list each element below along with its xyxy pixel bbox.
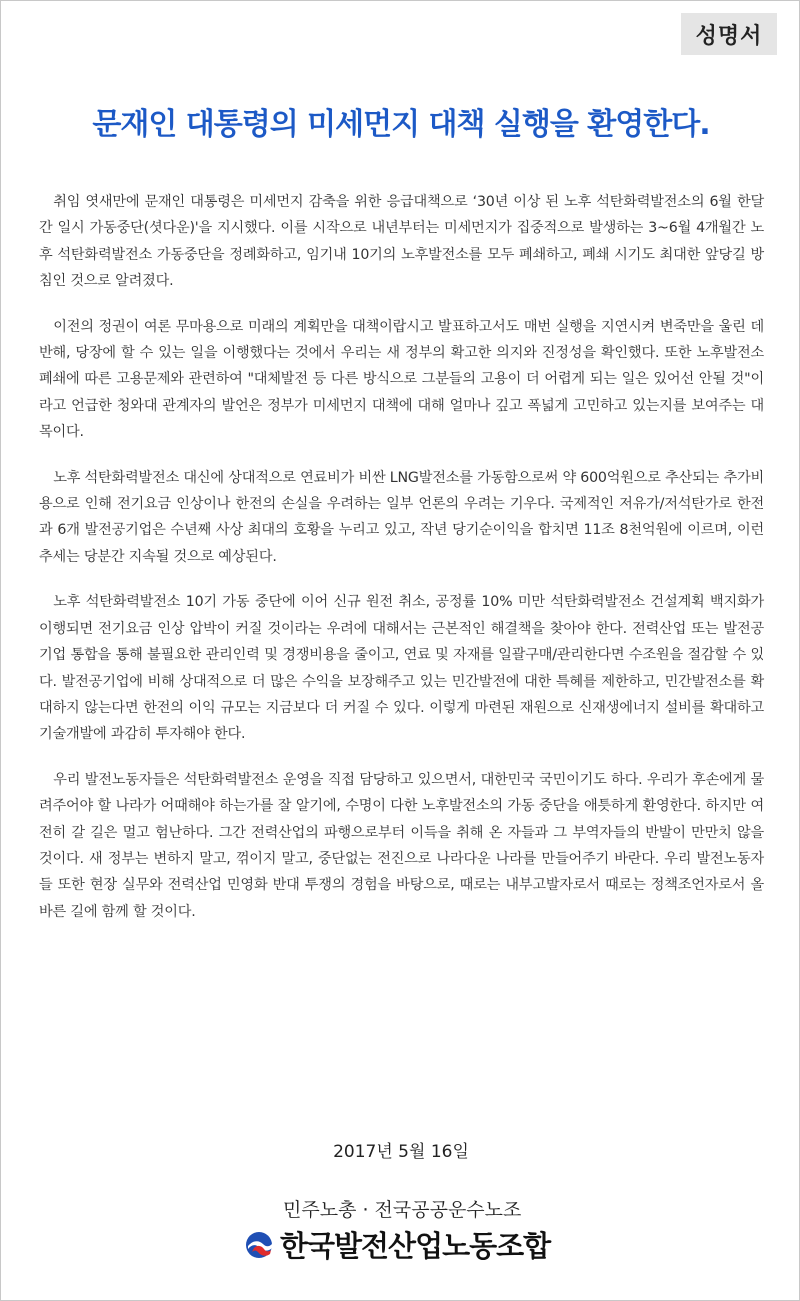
affiliation-text: 민주노총 · 전국공공운수노조 — [283, 1199, 522, 1221]
paragraph-5: 우리 발전노동자들은 석탄화력발전소 운영을 직접 담당하고 있으면서, 대한민국 국민이기도 하다. 우리가 후손에게 물려주어야 할 나라가 어때해야 하는가를 잘 알기에, 수명이 다한 노후발전소의 가동 중단을 애틋하게 환영한다. 하지만 여전히 갈 길은 멀고 험난하다. 그간 전력산업의 파행으로부터 이득을 취해 온 자들과 그 부역자들의 반발이 만만치 않을 것이다. 새 정부는 변하지 말고, 꺾이지 말고, 중단없는 전진으로 나라다운 나라를 만들어주기 바란다. 우리 발전노동자들 또한 현장 실무와 전력산업 민영화 반대 투쟁의 경험을 바탕으로, 때로는 내부고발자로서 때로는 정책조언자로서 올바른 길에 함께 할 것이다. — [39, 771, 764, 920]
paragraph-1: 취임 엿새만에 문재인 대통령은 미세먼지 감축을 위한 응급대책으로 ‘30년 이상 된 노후 석탄화력발전소의 6월 한달간 일시 가동중단(셧다운)'을 지시했다. 이를 시작으로 내년부터는 미세먼지가 집중적으로 발생하는 3~6월 4개월간 노후 석탄화력발전소 가동중단을 정례화하고, 임기내 10기의 노후발전소를 모두 폐쇄하고, 폐쇄 시기도 최대한 앞당길 방침인 것으로 알려졌다. — [39, 194, 764, 290]
paragraph-2: 이전의 정권이 여론 무마용으로 미래의 계획만을 대책이랍시고 발표하고서도 매번 실행을 지연시켜 변죽만을 울린 데 반해, 당장에 할 수 있는 일을 이행했다는 것에서 우리는 새 정부의 확고한 의지와 진정성을 확인했다. 또한 노후발전소 폐쇄에 따른 고용문제와 관련하여 "대체발전 등 다른 방식으로 그분들의 고용이 더 어렵게 되는 일은 있어선 안될 것"이라고 언급한 청와대 관계자의 발언은 정부가 미세먼지 대책에 대해 얼마나 깊고 폭넓게 고민하고 있는지를 보여주는 대목이다. — [39, 318, 764, 441]
statement-date: 2017년 5월 16일 — [333, 1142, 469, 1162]
statement-title: 문재인 대통령의 미세먼지 대책 실행을 환영한다. — [92, 107, 710, 142]
union-logo-icon — [245, 1231, 273, 1259]
statement-body — [39, 189, 764, 944]
statement-badge: 성명서 — [681, 13, 777, 55]
paragraph-3: 노후 석탄화력발전소 대신에 상대적으로 연료비가 비싼 LNG발전소를 가동함으로써 약 600억원으로 추산되는 추가비용으로 인해 전기요금 인상이나 한전의 손실을 우려하는 일부 언론의 우려는 기우다. 국제적인 저유가/저석탄가로 한전과 6개 발전공기업은 수년째 사상 최대의 호황을 누리고 있고, 작년 당기순이익을 합치면 11조 8천억원에 이르며, 이런 추세는 당분간 지속될 것으로 예상된다. — [39, 469, 764, 565]
paragraph-4: 노후 석탄화력발전소 10기 가동 중단에 이어 신규 원전 취소, 공정률 10% 미만 석탄화력발전소 건설계획 백지화가 이행되면 전기요금 인상 압박이 커질 것이라는 우려에 대해서는 근본적인 해결책을 찾아야 한다. 전력산업 또는 발전공기업 통합을 통해 불필요한 관리인력 및 경쟁비용을 줄이고, 연료 및 자재를 일괄구매/관리한다면 수조원을 절감할 수 있다. 발전공기업에 비해 상대적으로 더 많은 수익을 보장해주고 있는 민간발전에 대한 특혜를 제한하고, 민간발전소를 확대하지 않는다면 한전의 이익 규모는 지금보다 더 커질 수 있다. 이렇게 마련된 재원으로 신재생에너지 설비를 확대하고 기술개발에 과감히 투자해야 한다. — [39, 594, 764, 743]
union-signature — [245, 1224, 550, 1265]
union-name: 한국발전산업노동조합 — [280, 1229, 551, 1263]
